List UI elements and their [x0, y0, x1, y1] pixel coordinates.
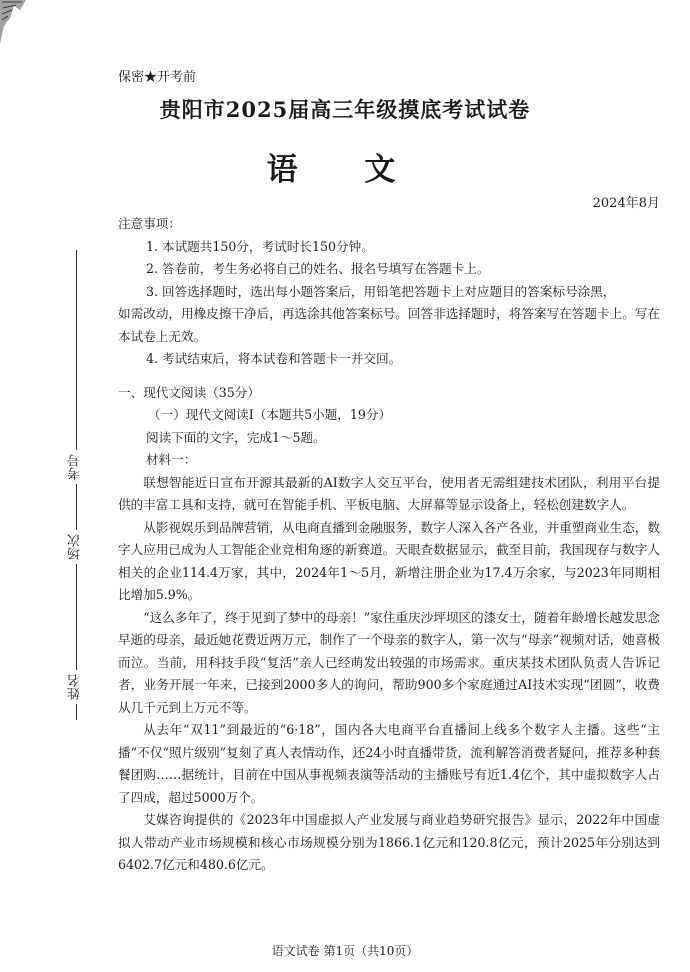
subject-title: 语 文 — [266, 152, 424, 188]
exam-title: 贵阳市2025届高三年级摸底考试试卷 — [159, 97, 531, 122]
material-label: 材料一： — [146, 452, 197, 467]
article-paragraph: 艾媒咨询提供的《2023年中国虚拟人产业发展与商业趋势研究报告》显示，2022年中国虚拟人带动产业市场规模和核心市场规模分别为1866.1亿元和120.8亿元，预计2025年分别达到6402.7亿元和480.6亿元。 — [118, 812, 660, 872]
note-item-4: 4. 考试结束后，将本试卷和答题卡一并交回。 — [146, 351, 402, 366]
article-paragraph: “这么多年了，终于见到了梦中的母亲！”家住重庆沙坪坝区的漆女士，随着年龄增长越发思念早逝的母亲，最近她花费近两万元，制作了一个母亲的数字人，第一次与“母亲”视频对话，她喜极而泣。当前，用科技手段“复活”亲人已经萌发出较强的市场需求。重庆某技术团队负责人告诉记者，业务开展一年来，已接到2000多人的询问，帮助900多个家庭通过AI技术实现“团圆”，收费从几千元到上万元不等。 — [118, 609, 660, 715]
name-label: 姓名 — [66, 670, 85, 704]
note-item-1: 1. 本试题共150分，考试时长150分钟。 — [146, 238, 374, 254]
scan-corner-mark — [0, 0, 28, 44]
page-body — [118, 213, 660, 877]
left-margin-fields — [46, 250, 108, 730]
exam-number-label: 考号 — [66, 450, 85, 484]
note-item-2: 2. 答卷前，考生务必将自己的姓名、报名号填写在答题卡上。 — [146, 261, 490, 276]
reading-instruction: 阅读下面的文字，完成1～5题。 — [146, 429, 326, 445]
margin-rule — [76, 250, 77, 720]
note-item-3-continued: 如需改动，用橡皮擦干净后，再选涂其他答案标号。回答非选择题时，将答案写在答题卡上。写在本试卷上无效。 — [118, 306, 660, 344]
exam-date: 2024年8月 — [592, 196, 660, 211]
article-paragraph: 联想智能近日宣布开源其最新的AI数字人交互平台，使用者无需组建技术团队，利用平台提供的丰富工具和支持，就可在智能手机、平板电脑、大屏幕等显示设备上，轻松创建数字人。 — [118, 474, 660, 512]
confidential-label: 保密★开考前 — [118, 70, 197, 85]
section-subheading: （一）现代文阅读Ⅰ（本题共5小题，19分） — [148, 407, 392, 422]
section-heading: 一、现代文阅读（35分） — [118, 384, 260, 400]
note-item-3: 3. 回答选择题时，选出每小题答案后，用铅笔把答题卡上对应题目的答案标号涂黑， — [146, 283, 616, 299]
notes-heading: 注意事项： — [118, 216, 181, 231]
exam-room-label: 场次 — [66, 530, 85, 564]
article-paragraph: 从去年“双11”到最近的“6·18”，国内各大电商平台直播间上线多个数字人主播。这些“主播”不仅“照片级别”复刻了真人表情动作，还24小时直播带货，流利解答消费者疑问，推荐多种套餐团购……据统计，目前在中国从事视频表演等活动的主播账号有近1.4亿个，其中虚拟数字人占了四成，超过5000万个。 — [118, 722, 660, 805]
article-paragraph: 从影视娱乐到品牌营销，从电商直播到金融服务，数字人深入各产各业，并重塑商业生态，数字人应用已成为人工智能企业竞相角逐的新赛道。天眼查数据显示，截至目前，我国现存与数字人相关的企业114.4万家，其中，2024年1～5月，新增注册企业为17.4万余家，与2023年同期相比增加5.9%。 — [118, 519, 660, 602]
page-footer: 语文试卷 第1页（共10页） — [271, 944, 419, 958]
